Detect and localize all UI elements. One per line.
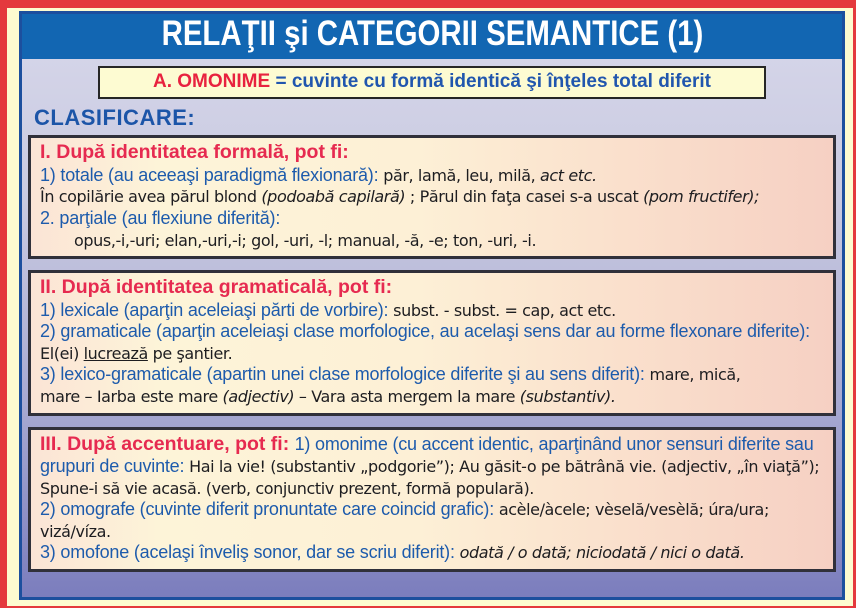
example-text: (adjectiv) (222, 386, 295, 406)
section-line (40, 276, 824, 299)
section-box-3 (28, 427, 836, 572)
category-text: 3) lexico-gramaticale (apartin unei clase morfologice diferite şi au sens diferit): (40, 364, 650, 385)
section-line (40, 208, 824, 230)
example-text: mare, mică, (649, 365, 741, 385)
section-line (40, 321, 824, 364)
section-line (40, 478, 824, 500)
section-line (40, 499, 824, 542)
example-text-underlined: lucrează (83, 343, 148, 363)
yellow-mat (7, 8, 853, 606)
category-text: 1) lexicale (aparţin aceleiaşi părti de vorbire): (40, 299, 394, 320)
section-line (40, 433, 824, 478)
section-heading: I. După identitatea formală, pot fi: (40, 141, 349, 164)
section-line (40, 165, 824, 187)
example-text: păr, lamă, leu, milă, (383, 165, 540, 185)
example-text: (podoabă capilară) (261, 187, 406, 207)
classification-label: CLASIFICARE: (34, 105, 196, 131)
example-text: (pom fructifer); (643, 187, 760, 207)
example-text: act etc. (539, 165, 597, 185)
category-text: 2. parţiale (au flexiune diferită): (40, 208, 281, 229)
category-text: 2) gramaticale (aparţin aceleiaşi clase morfologice, au acelaşi sens dar au forme flexonare diferite): (40, 321, 810, 342)
section-line (40, 364, 824, 386)
category-text: 3) omofone (acelaşi înveliş sonor, dar se scriu diferit): (40, 542, 460, 563)
example-text: (substantiv). (519, 386, 616, 406)
section-line (40, 141, 824, 164)
section-box-2 (28, 270, 836, 415)
example-text: – Vara asta mergem la mare (294, 386, 520, 406)
example-text: ; Părul din faţa casei s-a uscat (405, 187, 644, 207)
banner-definition: = cuvinte cu formă identică şi înţeles total diferit (275, 70, 711, 92)
page-title: RELAŢII şi CATEGORII SEMANTICE (1) (161, 14, 703, 53)
example-text: opus,-i,-uri; elan,-uri,-i; gol, -uri, -l; manual, -ă, -e; ton, -uri, -i. (74, 230, 537, 250)
title-bar (22, 14, 842, 59)
section-heading: III. După accentuare, pot fi: (40, 432, 295, 455)
example-text: El(ei) (40, 343, 84, 363)
section-box-1 (28, 135, 836, 259)
example-text: Hai la vie! (substantiv „podgorie”); Au găsit-o pe bătrână vie. (adjectiv, „în viaţă”); (189, 456, 820, 476)
section-line (40, 542, 824, 564)
example-text: Spune-i să vie acasă. (verb, conjunctiv prezent, formă populară). (40, 478, 534, 498)
category-text: 2) omografe (cuvinte diferit pronuntate care coincid grafic): (40, 499, 499, 520)
section-line (40, 300, 824, 322)
example-text: mare – Iarba este mare (40, 386, 223, 406)
section-line (40, 186, 824, 208)
panel-body (22, 59, 842, 597)
example-text: În copilărie avea părul blond (40, 187, 262, 207)
section-heading: II. După identitatea gramaticală, pot fi: (40, 276, 393, 299)
category-text: 1) totale (au aceeaşi paradigmă flexionară): (40, 164, 384, 185)
section-line (40, 386, 824, 408)
main-panel (19, 11, 845, 600)
example-text: acèle/àcele; vèselă/vesèlă; úra/ura; vizá/víza. (40, 500, 769, 541)
example-text: subst. - subst. = cap, act etc. (393, 300, 616, 320)
banner-term: A. OMONIME (153, 70, 271, 92)
category-text: 1) omonime (cu accent identic, aparţinând unor sensuri diferite sau grupuri de cuvinte: (40, 433, 814, 476)
example-text: odată / o dată; niciodată / nici o dată. (459, 543, 745, 563)
section-line (40, 230, 824, 252)
example-text: pe şantier. (147, 343, 233, 363)
omonime-definition-banner (98, 66, 766, 100)
